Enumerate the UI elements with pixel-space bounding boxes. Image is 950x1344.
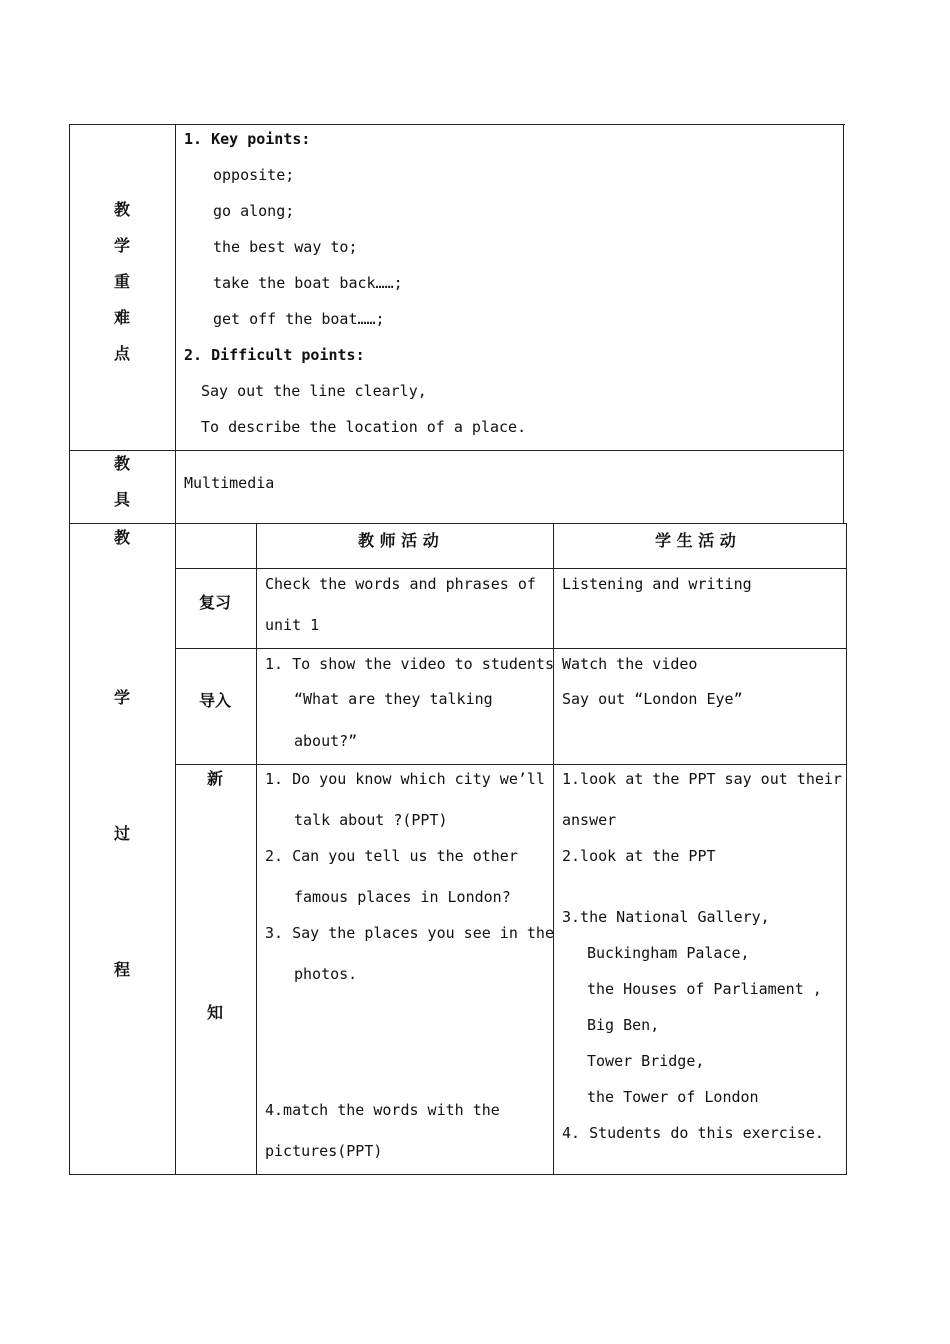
inner-row-divider-review: [175, 648, 847, 649]
table-border-left: [69, 124, 70, 1175]
new-student-line: 4. Students do this exercise.: [562, 1124, 824, 1142]
new-teacher-line: 2. Can you tell us the other: [265, 847, 518, 865]
row-divider-2: [69, 523, 847, 524]
stage-new-char-1: 新: [207, 769, 224, 788]
new-student-line: 1.look at the PPT say out their: [562, 770, 842, 788]
key-point-item: get off the boat……;: [213, 310, 385, 328]
intro-student-line: Watch the video: [562, 655, 698, 673]
kp-label-char-1: 教: [114, 200, 131, 219]
new-teacher-line: famous places in London?: [294, 888, 511, 906]
teacher-activity-header: 教 师 活 动: [358, 531, 439, 550]
table-border-right-upper: [843, 124, 844, 524]
process-label-char-4: 程: [114, 960, 131, 979]
new-student-line: 3.the National Gallery,: [562, 908, 770, 926]
difficult-points-heading: 2. Difficult points:: [184, 346, 365, 364]
difficult-point-item: To describe the location of a place.: [201, 418, 527, 436]
table-border-top: [69, 124, 845, 125]
tools-label-char-1: 教: [114, 454, 131, 473]
new-teacher-line: pictures(PPT): [265, 1142, 383, 1160]
kp-label-char-4: 难: [114, 308, 131, 327]
activity-column-divider: [553, 523, 554, 1175]
tools-label-char-2: 具: [114, 490, 131, 509]
intro-teacher-line: “What are they talking: [294, 690, 493, 708]
process-label-char-3: 过: [114, 824, 131, 843]
intro-teacher-line: about?”: [294, 732, 358, 750]
difficult-point-item: Say out the line clearly,: [201, 382, 427, 400]
new-teacher-line: 3. Say the places you see in the: [265, 924, 554, 942]
label-column-divider: [175, 124, 176, 1175]
key-point-item: take the boat back……;: [213, 274, 403, 292]
intro-teacher-line: 1. To show the video to students: [265, 655, 554, 673]
new-student-line: 2.look at the PPT: [562, 847, 716, 865]
new-student-line: the Tower of London: [587, 1088, 759, 1106]
stage-new-char-2: 知: [207, 1003, 224, 1022]
kp-label-char-3: 重: [114, 272, 131, 291]
intro-student-line: Say out “London Eye”: [562, 690, 743, 708]
process-label-char-1: 教: [114, 528, 131, 547]
process-label-char-2: 学: [114, 688, 131, 707]
table-border-bottom: [69, 1174, 847, 1175]
new-teacher-line: 4.match the words with the: [265, 1101, 500, 1119]
table-border-right-lower: [846, 523, 847, 1175]
review-teacher-line: Check the words and phrases of: [265, 575, 536, 593]
kp-label-char-5: 点: [114, 344, 131, 363]
inner-row-divider-header: [175, 568, 847, 569]
new-student-line: answer: [562, 811, 617, 829]
key-point-item: go along;: [213, 202, 295, 220]
new-student-line: Tower Bridge,: [587, 1052, 705, 1070]
stage-review: 复习: [199, 593, 232, 612]
new-teacher-line: 1. Do you know which city we’ll: [265, 770, 545, 788]
new-student-line: Buckingham Palace,: [587, 944, 750, 962]
review-student-line: Listening and writing: [562, 575, 752, 593]
key-point-item: the best way to;: [213, 238, 358, 256]
stage-intro: 导入: [199, 691, 232, 710]
stage-column-divider: [256, 523, 257, 1175]
review-teacher-line: unit 1: [265, 616, 320, 634]
row-divider-1: [69, 450, 844, 451]
key-points-heading: 1. Key points:: [184, 130, 311, 148]
new-student-line: the Houses of Parliament ,: [587, 980, 822, 998]
new-teacher-line: photos.: [294, 965, 358, 983]
student-activity-header: 学 生 活 动: [655, 531, 736, 550]
new-student-line: Big Ben,: [587, 1016, 660, 1034]
new-teacher-line: talk about ?(PPT): [294, 811, 448, 829]
kp-label-char-2: 学: [114, 236, 131, 255]
inner-row-divider-intro: [175, 764, 847, 765]
key-point-item: opposite;: [213, 166, 295, 184]
tools-value: Multimedia: [184, 474, 275, 492]
